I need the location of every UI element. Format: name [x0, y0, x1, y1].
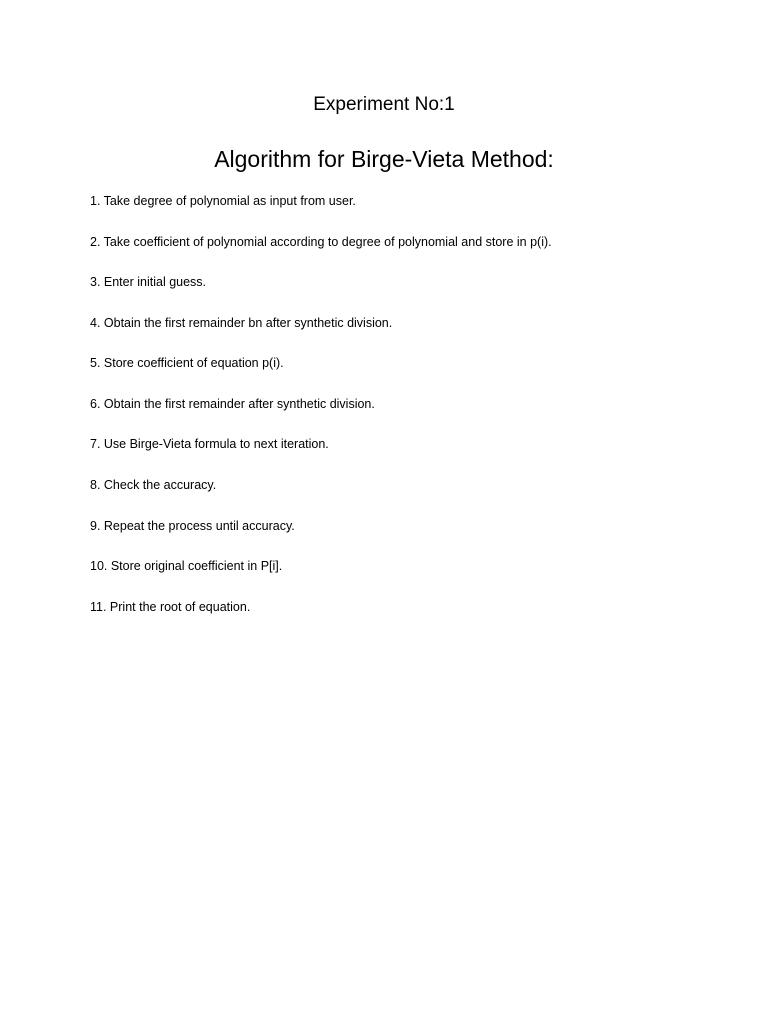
- step-2: 2. Take coefficient of polynomial according to degree of polynomial and store in p(i).: [90, 235, 552, 249]
- step-7: 7. Use Birge-Vieta formula to next iteration.: [90, 437, 329, 451]
- step-10: 10. Store original coefficient in P[i].: [90, 559, 283, 573]
- step-6: 6. Obtain the first remainder after synthetic division.: [90, 397, 375, 411]
- step-3: 3. Enter initial guess.: [90, 275, 207, 289]
- step-5: 5. Store coefficient of equation p(i).: [90, 356, 284, 370]
- step-4: 4. Obtain the first remainder bn after synthetic division.: [90, 316, 393, 330]
- algorithm-title: Algorithm for Birge-Vieta Method:: [214, 146, 554, 172]
- step-9: 9. Repeat the process until accuracy.: [90, 519, 295, 533]
- step-1: 1. Take degree of polynomial as input from user.: [90, 194, 356, 208]
- experiment-heading: Experiment No:1: [313, 94, 455, 115]
- step-8: 8. Check the accuracy.: [90, 478, 217, 492]
- step-11: 11. Print the root of equation.: [90, 600, 251, 614]
